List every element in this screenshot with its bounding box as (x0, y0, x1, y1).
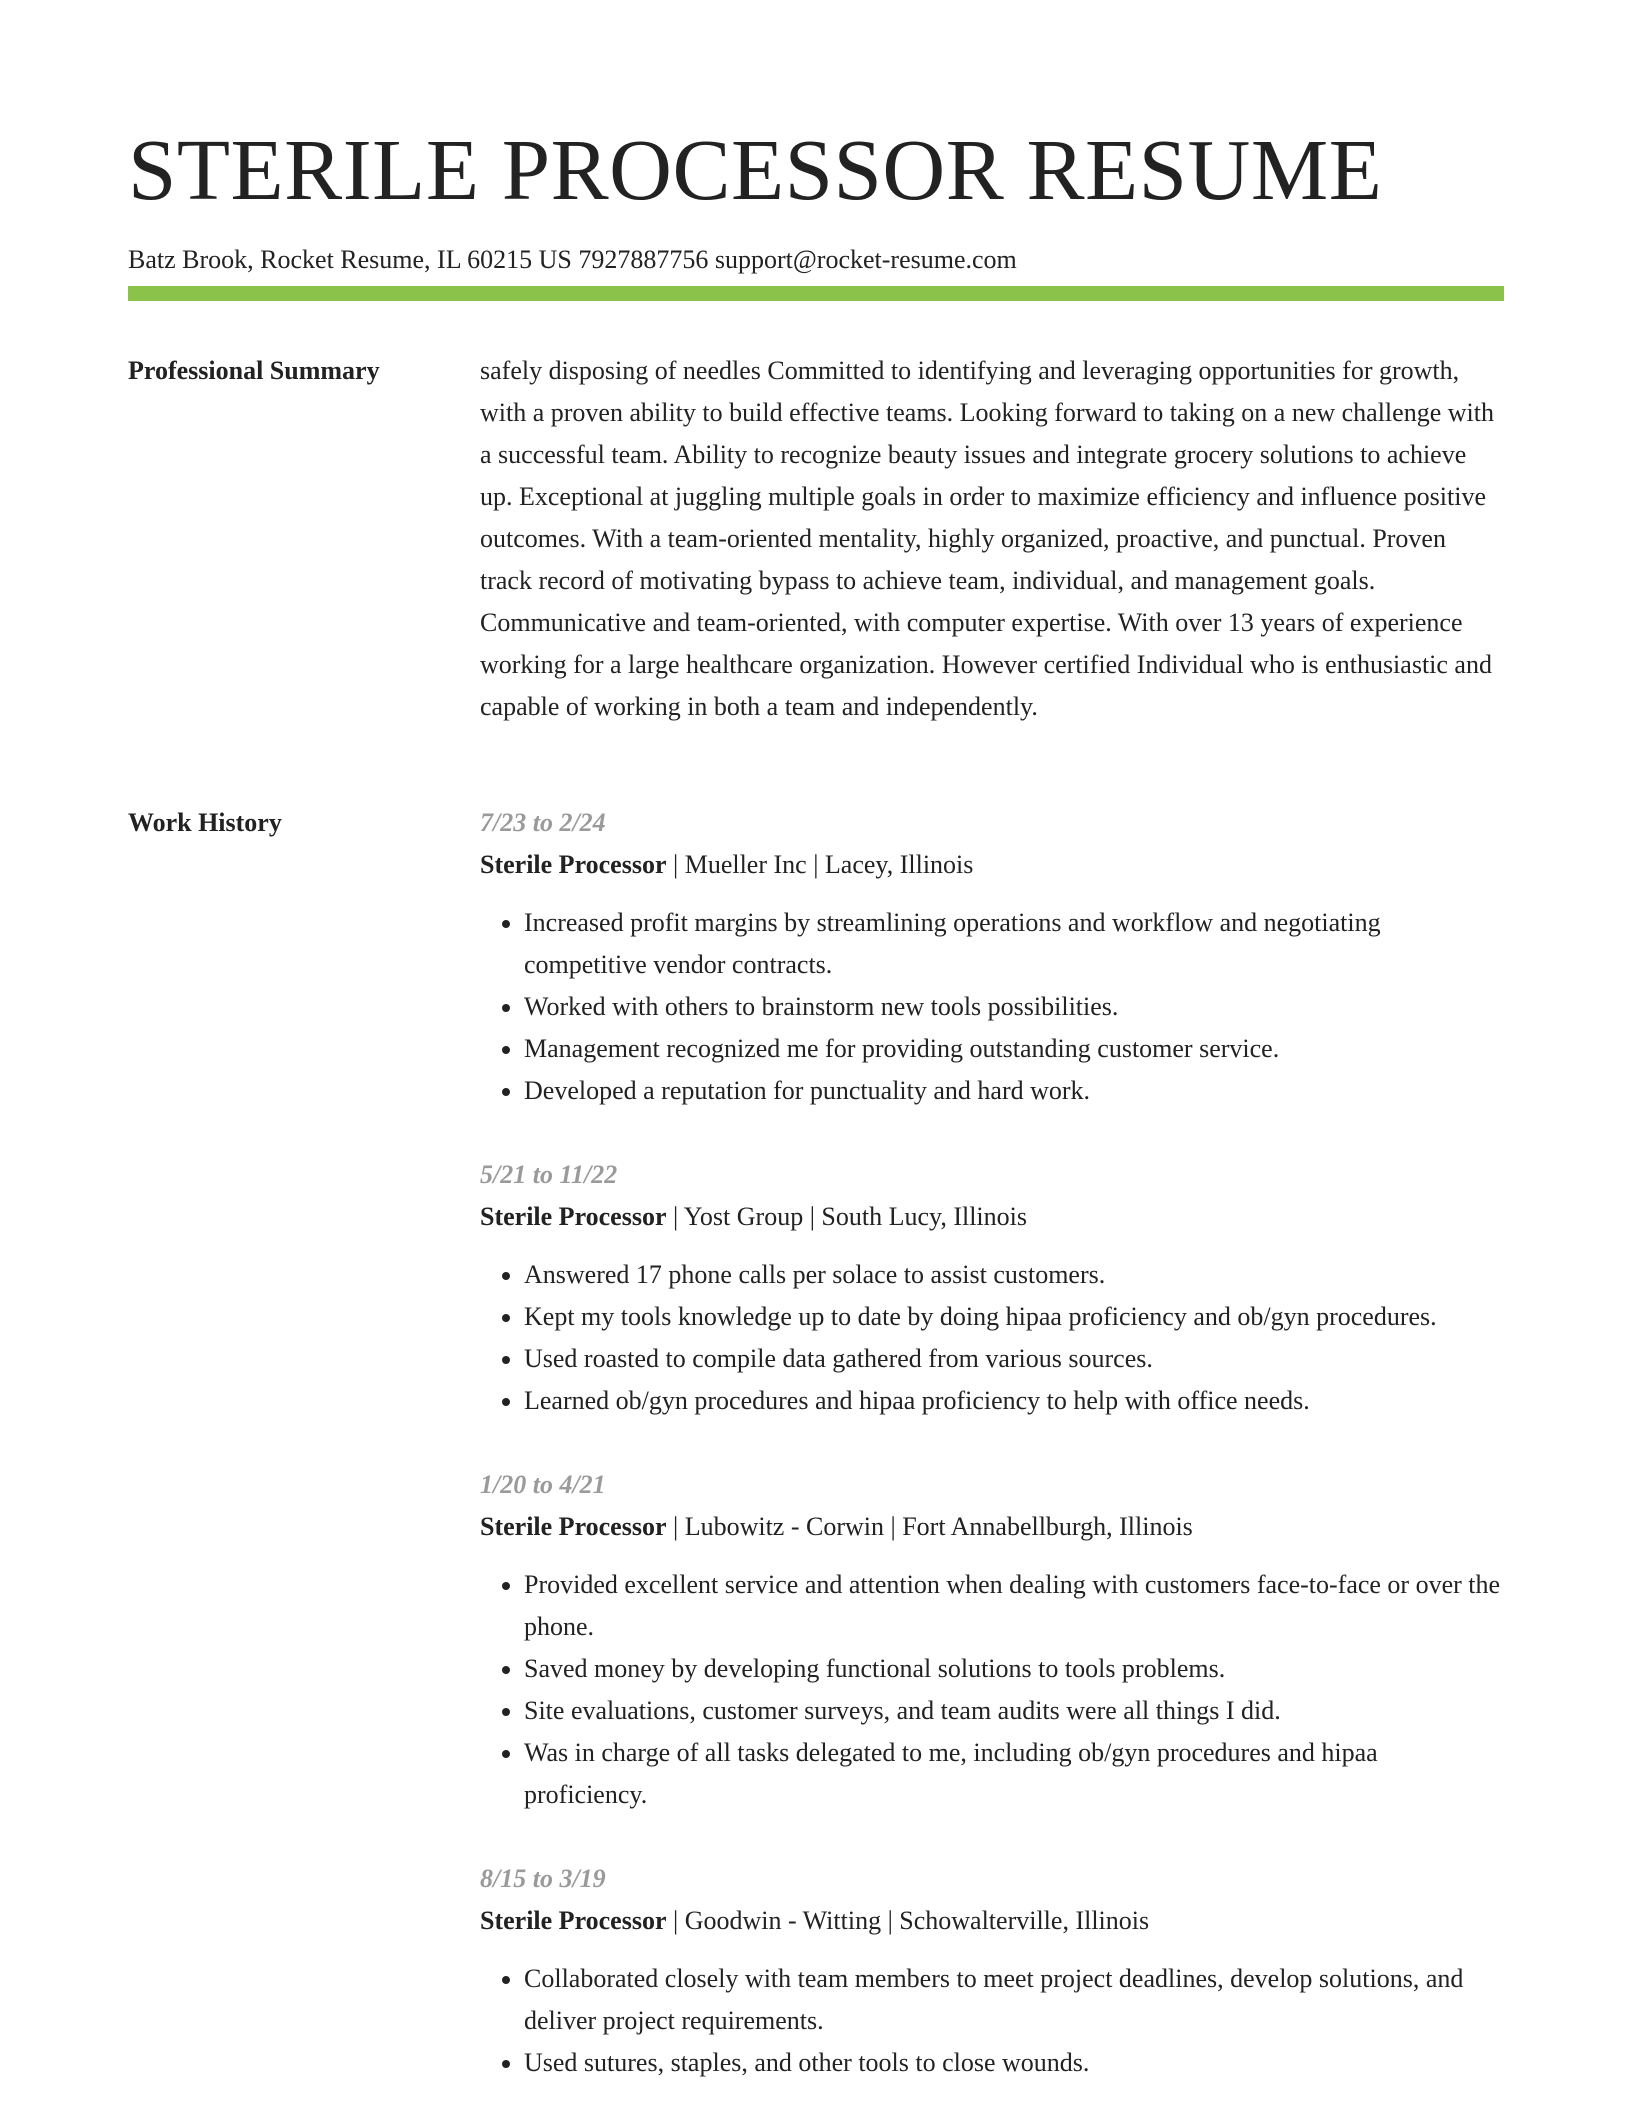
resume-header (128, 118, 1504, 276)
job-bullets (480, 1254, 1504, 1422)
job-dates: 8/15 to 3/19 (480, 1864, 606, 1893)
job-company-location: | Mueller Inc | Lacey, Illinois (666, 850, 974, 879)
job-bullet-item: • Was in charge of all tasks delegated to me, including ob/gyn procedures and hipaa proficiency. (524, 1732, 1504, 1816)
job-heading-line (480, 844, 1504, 886)
resume-title: STERILE PROCESSOR RESUME (128, 121, 1383, 218)
job-bullet-item: • Learned ob/gyn procedures and hipaa proficiency to help with office needs. (524, 1380, 1504, 1422)
job-dates: 7/23 to 2/24 (480, 808, 606, 837)
job-bullet-item: • Collaborated closely with team members to meet project deadlines, develop solutions, and deliver project requirements. (524, 1958, 1504, 2042)
job-bullet-item: • Management recognized me for providing outstanding customer service. (524, 1028, 1504, 1070)
job-bullet-item: • Provided excellent service and attention when dealing with customers face-to-face or over the phone. (524, 1564, 1504, 1648)
job-title: Sterile Processor (480, 850, 667, 879)
work-history-heading: Work History (128, 808, 282, 837)
job-bullets (480, 902, 1504, 1112)
job-bullet-item: • Increased profit margins by streamlining operations and workflow and negotiating competitive vendor contracts. (524, 902, 1504, 986)
work-history-list (480, 802, 1504, 2112)
job-heading-line (480, 1506, 1504, 1548)
job-company-location: | Goodwin - Witting | Schowalterville, Illinois (666, 1906, 1150, 1935)
job-title: Sterile Processor (480, 1512, 667, 1541)
job-title: Sterile Processor (480, 1202, 667, 1231)
job-bullet-item: • Worked with others to brainstorm new tools possibilities. (524, 986, 1504, 1028)
job-bullet-item: • Saved money by developing functional solutions to tools problems. (524, 1648, 1504, 1690)
job-title: Sterile Processor (480, 1906, 667, 1935)
job-bullet-item: • Site evaluations, customer surveys, and team audits were all things I did. (524, 1690, 1504, 1732)
job-bullet-item: • Used sutures, staples, and other tools to close wounds. (524, 2042, 1504, 2084)
job-bullets (480, 1564, 1504, 1816)
accent-divider (128, 286, 1504, 301)
job-bullets (480, 1958, 1504, 2084)
job-dates: 1/20 to 4/21 (480, 1470, 606, 1499)
contact-line: Batz Brook, Rocket Resume, IL 60215 US 7927887756 support@rocket-resume.com (128, 245, 1017, 274)
job-bullet-item: • Kept my tools knowledge up to date by doing hipaa proficiency and ob/gyn procedures. (524, 1296, 1504, 1338)
job-company-location: | Lubowitz - Corwin | Fort Annabellburgh, Illinois (666, 1512, 1193, 1541)
job-heading-line (480, 1196, 1504, 1238)
job-entry (480, 802, 1504, 1112)
job-bullet-item: • Used roasted to compile data gathered from various sources. (524, 1338, 1504, 1380)
job-bullet-item: • Developed a reputation for punctuality and hard work. (524, 1070, 1504, 1112)
job-company-location: | Yost Group | South Lucy, Illinois (666, 1202, 1027, 1231)
job-heading-line (480, 1900, 1504, 1942)
job-entry (480, 1464, 1504, 1816)
job-entry (480, 1858, 1504, 2084)
job-dates: 5/21 to 11/22 (480, 1160, 618, 1189)
summary-text: safely disposing of needles Committed to identifying and leveraging opportunities for growth, with a proven ability to build effective teams. Looking forward to taking on a new challenge with a successful team. Ability to recognize beauty issues and integrate grocery solutions to achieve up. Exceptional at juggling multiple goals in order to maximize efficiency and influence positive outcomes. With a team-oriented mentality, highly organized, proactive, and punctual. Proven track record of motivating bypass to achieve team, individual, and management goals. Communicative and team-oriented, with computer expertise. With over 13 years of experience working for a large healthcare organization. However certified Individual who is enthusiastic and capable of working in both a team and independently. (480, 356, 1494, 721)
summary-heading: Professional Summary (128, 356, 380, 385)
job-entry (480, 1154, 1504, 1422)
summary-body (480, 350, 1504, 728)
job-bullet-item: • Answered 17 phone calls per solace to assist customers. (524, 1254, 1504, 1296)
